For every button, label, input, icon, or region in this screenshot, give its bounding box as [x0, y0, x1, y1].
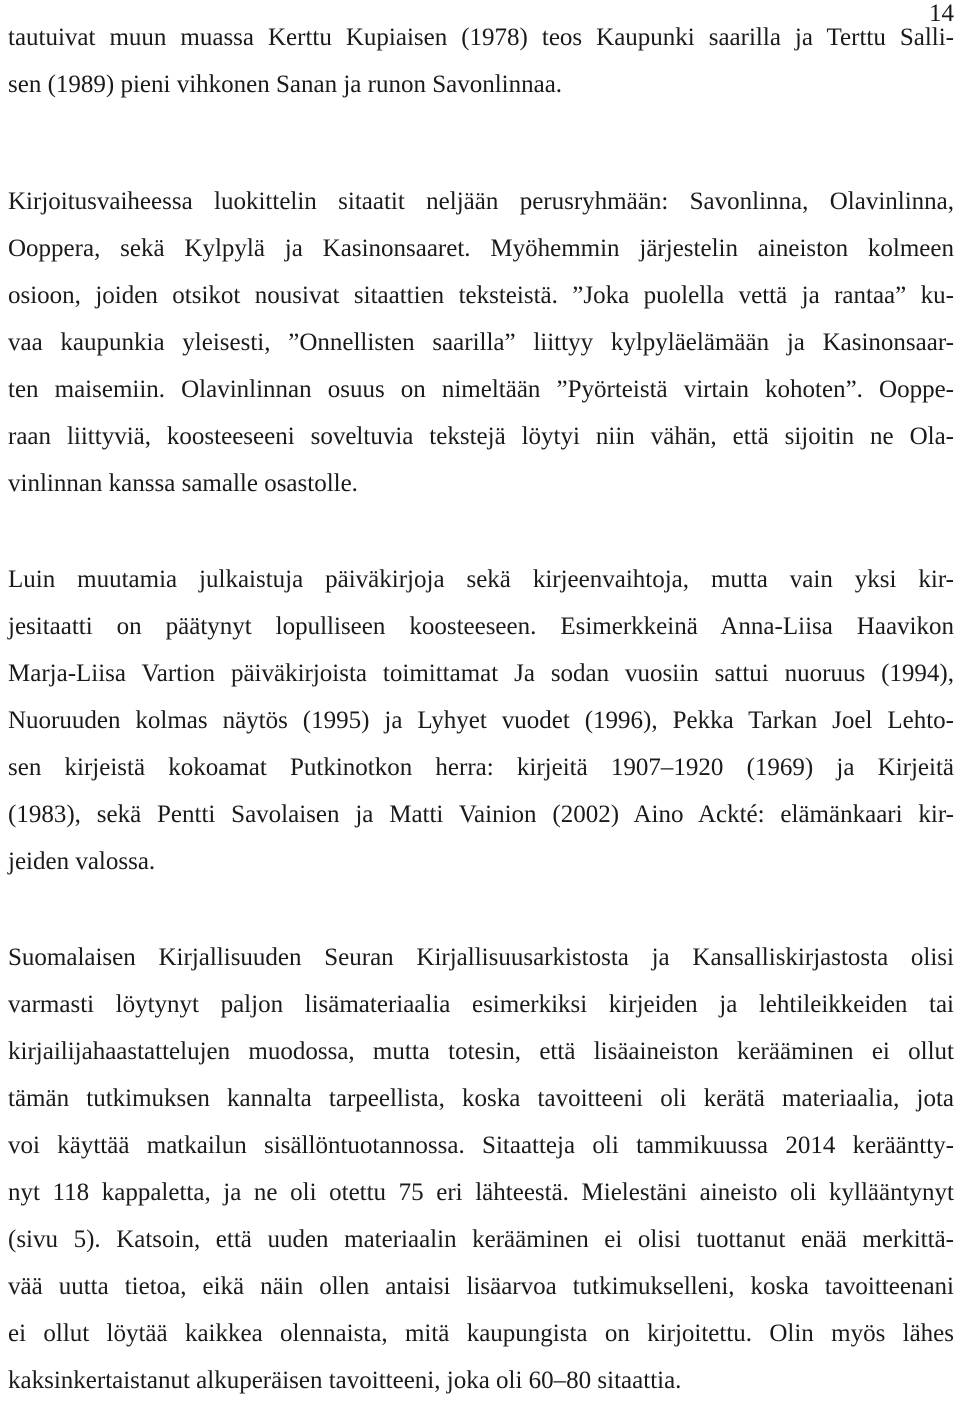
paragraph-1 [8, 14, 954, 108]
paragraph-3 [8, 556, 954, 885]
text-line: Kirjoitusvaiheessa luokittelin sitaatit neljään perusryhmään: Savonlinna, Olavinlinna, [8, 188, 954, 215]
text-line: ten maisemiin. Olavinlinnan osuus on nimeltään ”Pyörteistä virtain kohoten”. Ooppe- [8, 376, 954, 403]
text-line: jeiden valossa. [8, 848, 156, 875]
text-line: kaksinkertaistanut alkuperäisen tavoitteeni, joka oli 60–80 sitaattia. [8, 1367, 682, 1394]
text-line: voi käyttää matkailun sisällöntuotannossa. Sitaatteja oli tammikuussa 2014 kerääntty- [8, 1132, 954, 1159]
text-line: Luin muutamia julkaistuja päiväkirjoja sekä kirjeenvaihtoja, mutta vain yksi kir- [8, 566, 954, 593]
text-line: nyt 118 kappaletta, ja ne oli otettu 75 eri lähteestä. Mielestäni aineisto oli kyllääntynyt [8, 1179, 954, 1206]
text-line: vinlinnan kanssa samalle osastolle. [8, 470, 358, 497]
text-line: sen kirjeistä kokoamat Putkinotkon herra: kirjeitä 1907–1920 (1969) ja Kirjeitä [8, 754, 954, 781]
text-line: raan liittyviä, koosteeseeni soveltuvia tekstejä löytyi niin vähän, että sijoitin ne Ola- [8, 423, 954, 450]
text-line: tautuivat muun muassa Kerttu Kupiaisen (1978) teos Kaupunki saarilla ja Terttu Salli- [8, 24, 954, 51]
text-line: Suomalaisen Kirjallisuuden Seuran Kirjallisuusarkistosta ja Kansalliskirjastosta olisi [8, 944, 954, 971]
text-line: tämän tutkimuksen kannalta tarpeellista, koska tavoitteeni oli kerätä materiaalia, jota [8, 1085, 954, 1112]
paragraph-4 [8, 934, 954, 1404]
page-number: 14 [929, 0, 954, 27]
text-line: Ooppera, sekä Kylpylä ja Kasinonsaaret. Myöhemmin järjestelin aineiston kolmeen [8, 235, 954, 262]
text-line: sen (1989) pieni vihkonen Sanan ja runon Savonlinnaa. [8, 71, 563, 98]
text-line: ei ollut löytää kaikkea olennaista, mitä kaupungista on kirjoitettu. Olin myös lähes [8, 1320, 954, 1347]
text-line: Marja-Liisa Vartion päiväkirjoista toimittamat Ja sodan vuosiin sattui nuoruus (1994), [8, 660, 954, 687]
text-line: jesitaatti on päätynyt lopulliseen koosteeseen. Esimerkkeinä Anna-Liisa Haavikon [8, 613, 954, 640]
text-line: (1983), sekä Pentti Savolaisen ja Matti Vainion (2002) Aino Ackté: elämänkaari kir- [8, 801, 954, 828]
text-line: vaa kaupunkia yleisesti, ”Onnellisten saarilla” liittyy kylpyläelämään ja Kasinonsaar- [8, 329, 954, 356]
text-line: vää uutta tietoa, eikä näin ollen antaisi lisäarvoa tutkimukselleni, koska tavoitteenani [8, 1273, 954, 1300]
paragraph-2 [8, 178, 954, 507]
text-line: varmasti löytynyt paljon lisämateriaalia esimerkiksi kirjeiden ja lehtileikkeiden tai [8, 991, 954, 1018]
text-line: Nuoruuden kolmas näytös (1995) ja Lyhyet vuodet (1996), Pekka Tarkan Joel Lehto- [8, 707, 954, 734]
text-line: kirjailijahaastattelujen muodossa, mutta totesin, että lisäaineiston kerääminen ei ollut [8, 1038, 954, 1065]
text-line: osioon, joiden otsikot nousivat sitaattien teksteistä. ”Joka puolella vettä ja rantaa” ku- [8, 282, 954, 309]
text-line: (sivu 5). Katsoin, että uuden materiaalin kerääminen ei olisi tuottanut enää merkittä- [8, 1226, 954, 1253]
